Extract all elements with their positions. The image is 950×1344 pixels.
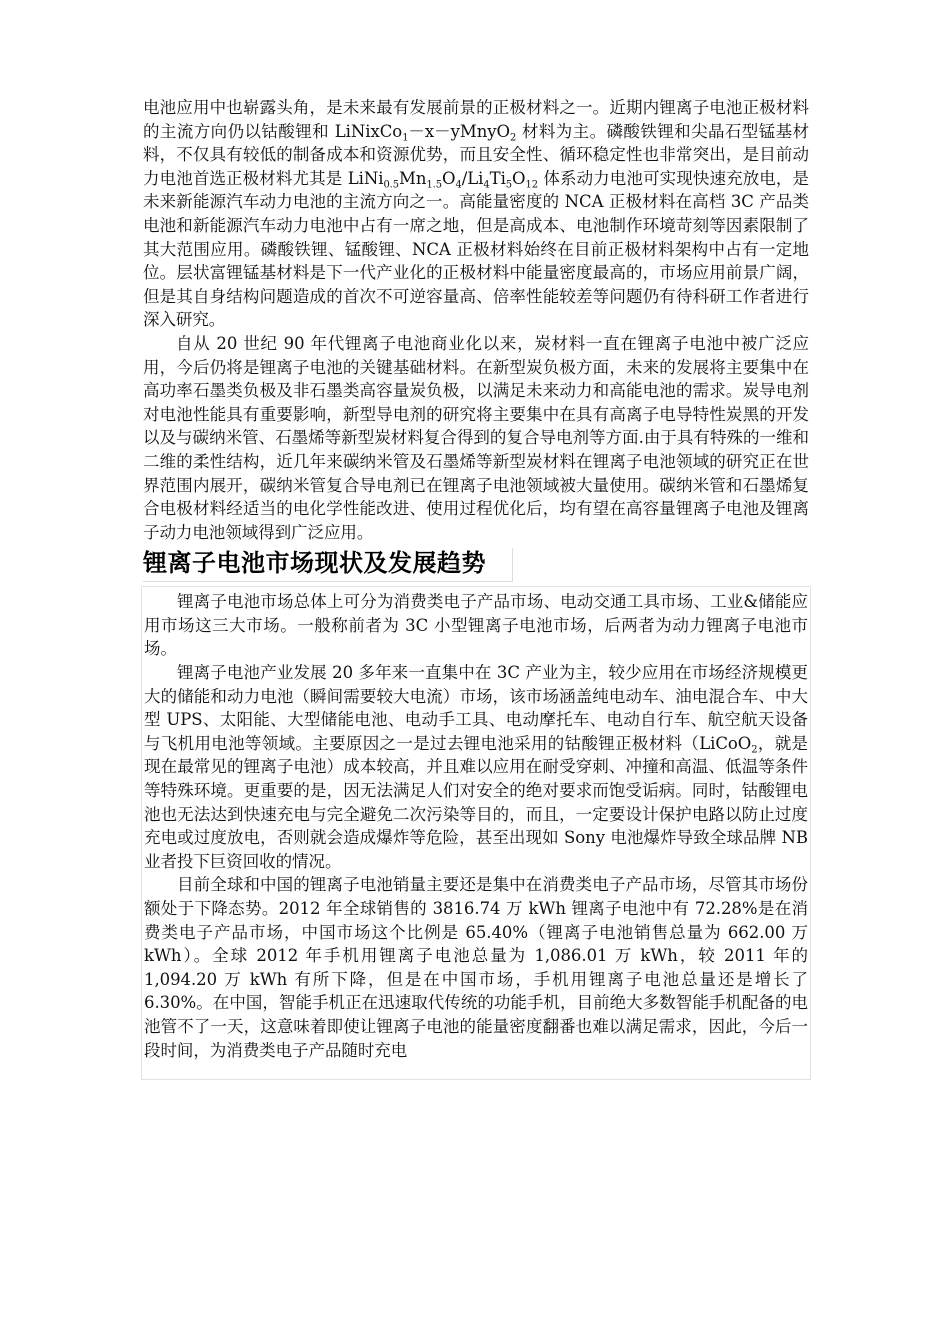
section-paragraph-2: [144, 661, 808, 873]
text-run: Mn: [399, 168, 427, 188]
text-run: 材料为主。磷酸铁锂和尖晶石型锰基材料，不仅具有较低的制备成本和资源优势，而且安全性、循环稳定性也非常突出，是目前动力电池首选正极材料尤其是 LiNi: [143, 121, 809, 188]
text-run: O: [442, 168, 456, 188]
intro-paragraph-2: 自从 20 世纪 90 年代锂离子电池商业化以来，炭材料一直在锂离子电池中被广泛应用，今后仍将是锂离子电池的关键基础材料。在新型炭负极方面，未来的发展将主要集中在高功率石墨类负极及非石墨类高容量炭负极，以满足未来动力和高能电池的需求。炭导电剂对电池性能具有重要影响，新型导电剂的研究将主要集中在具有高离子电导特性炭黑的开发以及与碳纳米管、石墨烯等新型炭材料复合得到的复合导电剂等方面.由于具有特殊的一维和二维的柔性结构，近几年来碳纳米管及石墨烯等新型炭材料在锂离子电池领域的研究正在世界范围内展开，碳纳米管复合导电剂已在锂离子电池领域被大量使用。碳纳米管和石墨烯复合电极材料经适当的电化学性能改进、使用过程优化后，均有望在高容量锂离子电池及锂离子动力电池领域得到广泛应用。: [143, 333, 809, 542]
text-run: 电池应用中也崭露头角，是未来最有发展前景的正极材料之一。近期内锂离子电池正极材料的主流方向仍以钴酸锂和 LiNixCo: [143, 98, 809, 141]
subscript: 2: [510, 132, 517, 144]
subscript: 4: [455, 179, 462, 191]
section-heading-frame: [143, 548, 513, 582]
subscript: 2: [751, 744, 758, 756]
text-run: －x－yMnyO: [408, 121, 511, 141]
section-body-frame: [141, 586, 811, 1080]
subscript: 1.5: [426, 179, 442, 191]
subscript: 4: [483, 179, 490, 191]
text-run: Ti: [489, 168, 506, 188]
section-heading: 锂离子电池市场现状及发展趋势: [143, 549, 486, 578]
text-run: /Li: [461, 168, 484, 188]
document-page: [143, 96, 809, 1080]
intro-paragraph-1: [143, 96, 809, 332]
subscript: 0.5: [383, 179, 400, 191]
subscript: 12: [525, 179, 538, 191]
text-run: ，就是现在最常见的锂离子电池）成本较高，并且难以应用在耐受穿刺、冲撞和高温、低温等条件等特殊环境。更重要的是，因无法满足人们对安全的绝对要求而饱受诟病。同时，钴酸锂电池也无法达到快速充电与完全避免二次污染等目的，而且，一定要设计保护电路以防止过度充电或过度放电，否则就会造成爆炸等危险，甚至出现如 Sony 电池爆炸导致全球品牌 NB 业者投下巨资回收的情况。: [144, 733, 808, 871]
subscript: 1: [402, 132, 409, 144]
section-paragraph-3: 目前全球和中国的锂离子电池销量主要还是集中在消费类电子产品市场，尽管其市场份额处于下降态势。2012 年全球销售的 3816.74 万 kWh 锂离子电池中有 72.28%是在消费类电子产品市场，中国市场这个比例是 65.40%（锂离子电池销售总量为 662.00 万 kWh）。全球 2012 年手机用锂离子电池总量为 1,086.01 万 kWh，较 2011 年的 1,094.20 万 kWh 有所下降，但是在中国市场，手机用锂离子电池总量还是增长了 6.30%。在中国，智能手机正在迅速取代传统的功能手机，目前绝大多数智能手机配备的电池管不了一天，这意味着即使让锂离子电池的能量密度翻番也难以满足需求，因此，今后一段时间，为消费类电子产品随时充电: [144, 875, 808, 1060]
text-run: O: [512, 168, 526, 188]
subscript: 5: [505, 179, 513, 191]
text-run: 体系动力电池可实现快速充放电，是未来新能源汽车动力电池的主流方向之一。高能量密度的 NCA 正极材料在高档 3C 产品类电池和新能源汽车动力电池中占有一席之地，但是高成本、电池制作环境苛刻等因素限制了其大范围应用。磷酸铁锂、锰酸锂、NCA 正极材料始终在目前正极材料架构中占有一定地位。层状富锂锰基材料是下一代产业化的正极材料中能量密度最高的，市场应用前景广阔，但是其自身结构问题造成的首次不可逆容量高、倍率性能较差等问题仍有待科研工作者进行深入研究。: [143, 168, 809, 330]
section-paragraph-1: 锂离子电池市场总体上可分为消费类电子产品市场、电动交通工具市场、工业&储能应用市场这三大市场。一般称前者为 3C 小型锂离子电池市场，后两者为动力锂离子电池市场。: [144, 592, 808, 659]
text-run: 锂离子电池产业发展 20 多年来一直集中在 3C 产业为主，较少应用在市场经济规模更大的储能和动力电池（瞬间需要较大电流）市场，该市场涵盖纯电动车、油电混合车、中大型 UPS、太阳能、大型储能电池、电动手工具、电动摩托车、电动自行车、航空航天设备与飞机用电池等领域。主要原因之一是过去锂电池采用的钴酸锂正极材料（LiCoO: [144, 663, 808, 753]
